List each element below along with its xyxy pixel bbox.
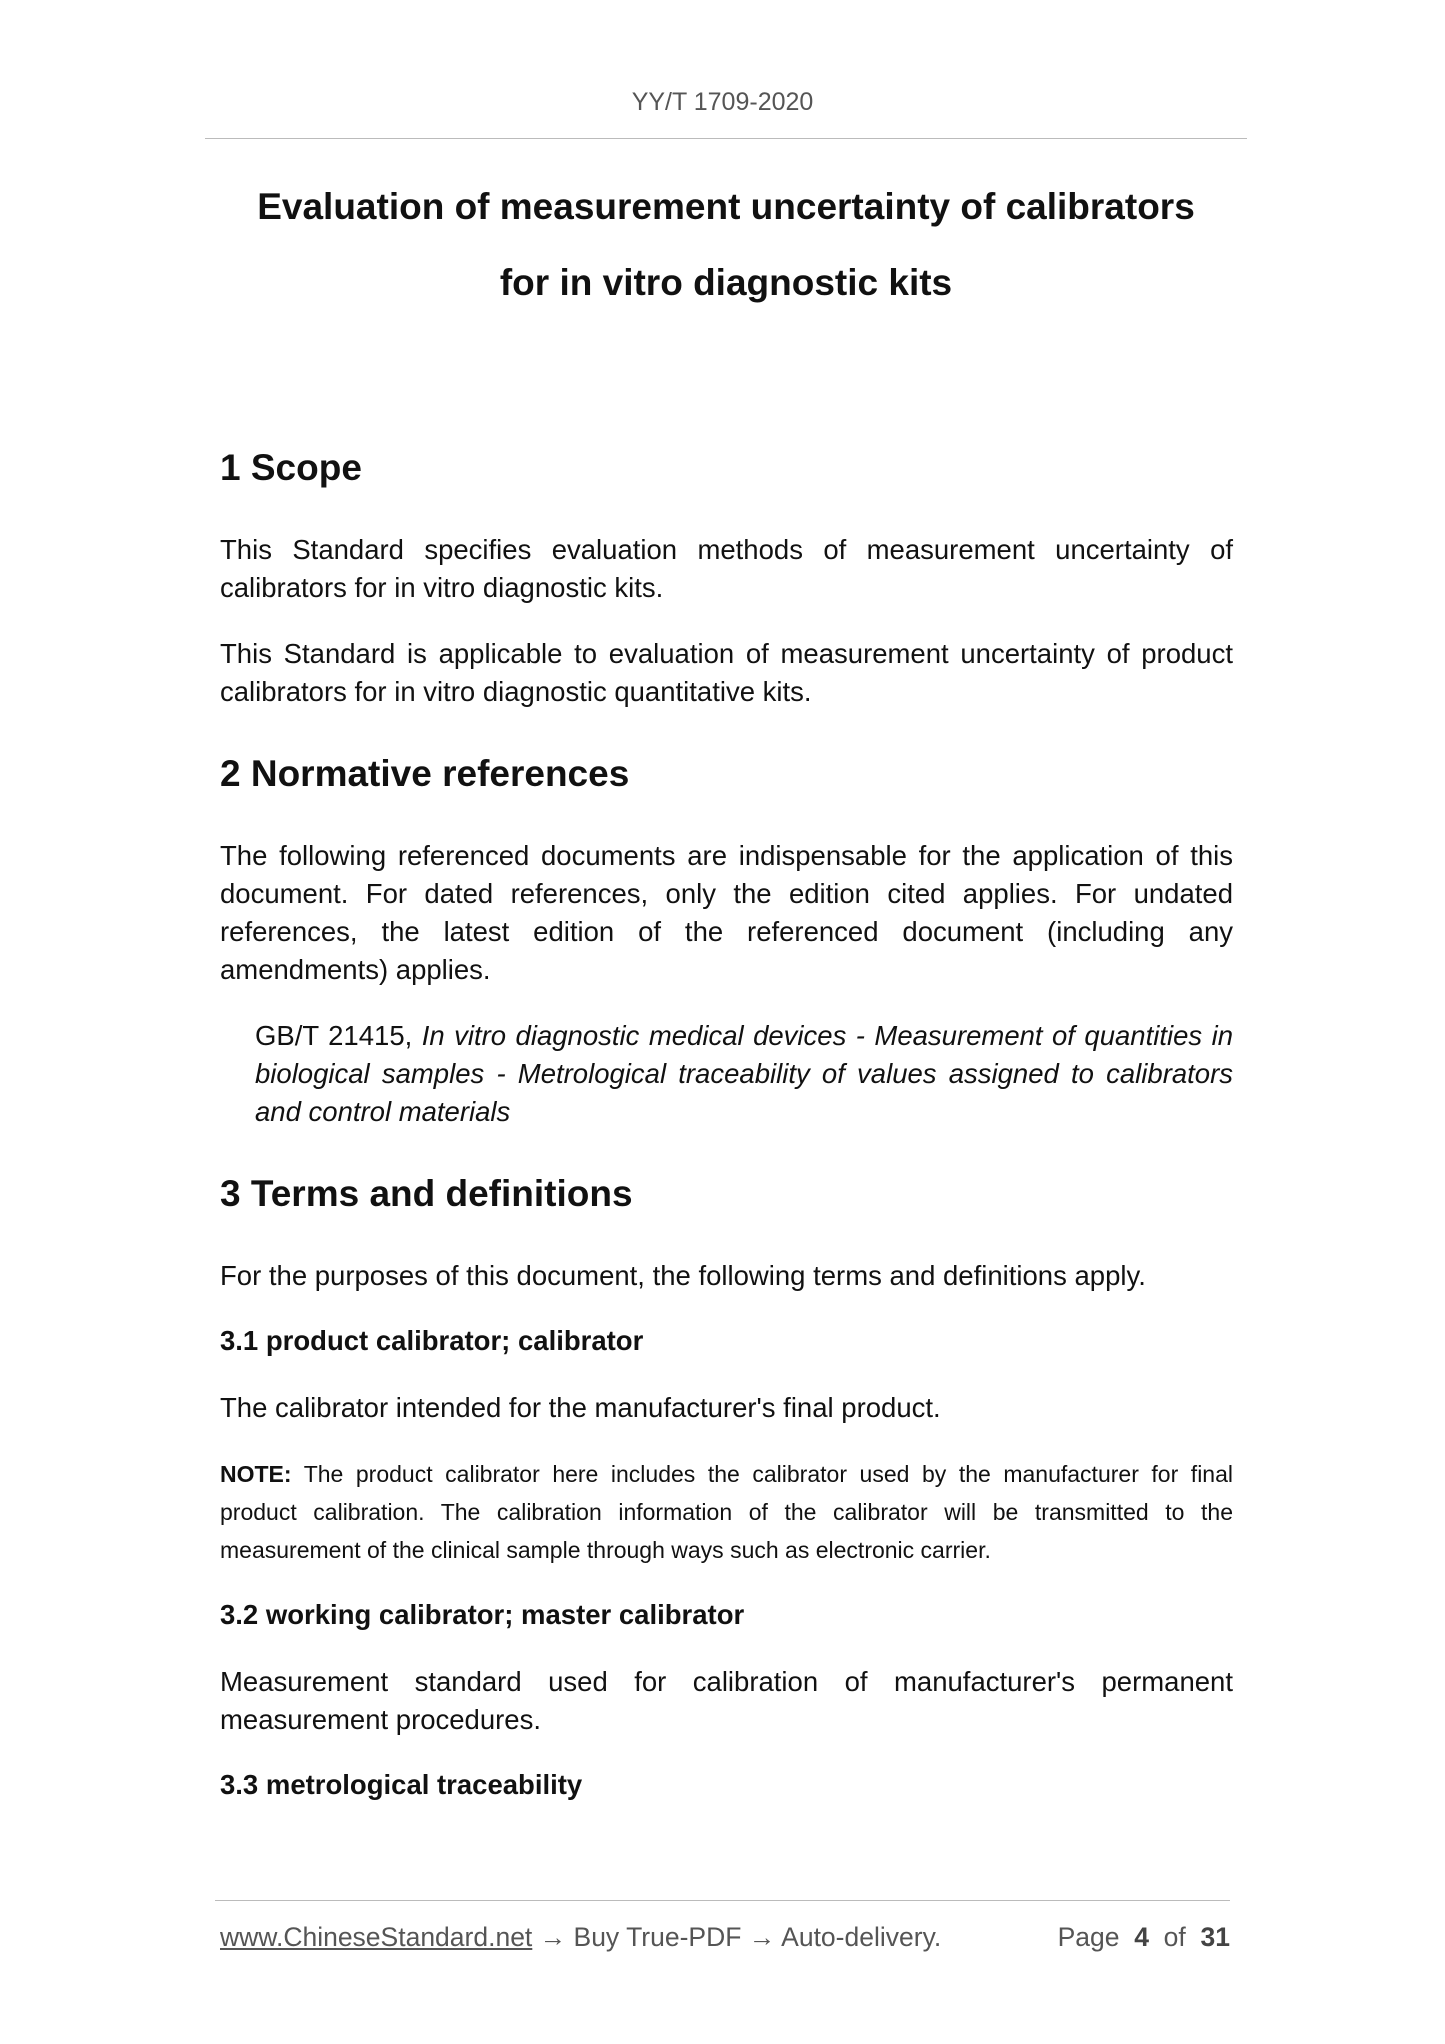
section-heading-normative-references: 2 Normative references [220, 753, 630, 794]
section-heading-scope: 1 Scope [220, 447, 362, 488]
term-heading-3-1: 3.1 product calibrator; calibrator [220, 1325, 644, 1356]
of-label: of [1163, 1922, 1186, 1952]
terms-intro-paragraph: For the purposes of this document, the following terms and definitions apply. [220, 1260, 1146, 1291]
term-note-3-1 [220, 1455, 1233, 1569]
reference-code: GB/T 21415, [255, 1020, 422, 1051]
footer-tagline: → Buy True-PDF → Auto-delivery. [532, 1922, 942, 1952]
normative-reference-item [255, 1017, 1233, 1131]
reference-title: In vitro diagnostic medical devices - Measurement of quantities in biological samples - Metrological traceability of values assigned to calibrators and control materials [255, 1020, 1234, 1127]
normative-references-paragraph: The following referenced documents are indispensable for the application of this document. For dated references, only the edition cited applies. For undated references, the latest edition of the referenced document (including any amendments) applies. [220, 840, 1233, 985]
term-definition-3-2: Measurement standard used for calibration of manufacturer's permanent measurement procedures. [220, 1666, 1233, 1735]
total-page-count: 31 [1200, 1922, 1230, 1952]
document-title-line-2: for in vitro diagnostic kits [499, 262, 953, 303]
document-title-line-1: Evaluation of measurement uncertainty of calibrators [257, 186, 1195, 227]
page-footer [220, 1922, 1230, 1953]
term-heading-3-3: 3.3 metrological traceability [220, 1769, 583, 1800]
current-page-number: 4 [1134, 1922, 1149, 1952]
header-divider [205, 138, 1247, 139]
section-heading-terms-definitions: 3 Terms and definitions [220, 1173, 633, 1214]
website-link[interactable]: www.ChineseStandard.net [220, 1922, 533, 1952]
term-heading-3-2: 3.2 working calibrator; master calibrator [220, 1599, 745, 1630]
page-number-indicator [1058, 1922, 1230, 1953]
document-body [220, 445, 1233, 1833]
scope-paragraph-2: This Standard is applicable to evaluation of measurement uncertainty of product calibrators for in vitro diagnostic quantitative kits. [220, 638, 1233, 707]
scope-paragraph-1: This Standard specifies evaluation methods of measurement uncertainty of calibrators for in vitro diagnostic kits. [220, 534, 1233, 603]
document-id-header: YY/T 1709-2020 [631, 88, 814, 116]
page-label: Page [1057, 1922, 1120, 1952]
term-definition-3-1: The calibrator intended for the manufacturer's final product. [220, 1392, 941, 1423]
note-text: The product calibrator here includes the calibrator used by the manufacturer for final product calibration. The calibration information of the calibrator will be transmitted to the measurement of the clinical sample through ways such as electronic carrier. [220, 1461, 1233, 1563]
footer-divider [215, 1900, 1230, 1901]
note-label: NOTE: [220, 1461, 292, 1487]
